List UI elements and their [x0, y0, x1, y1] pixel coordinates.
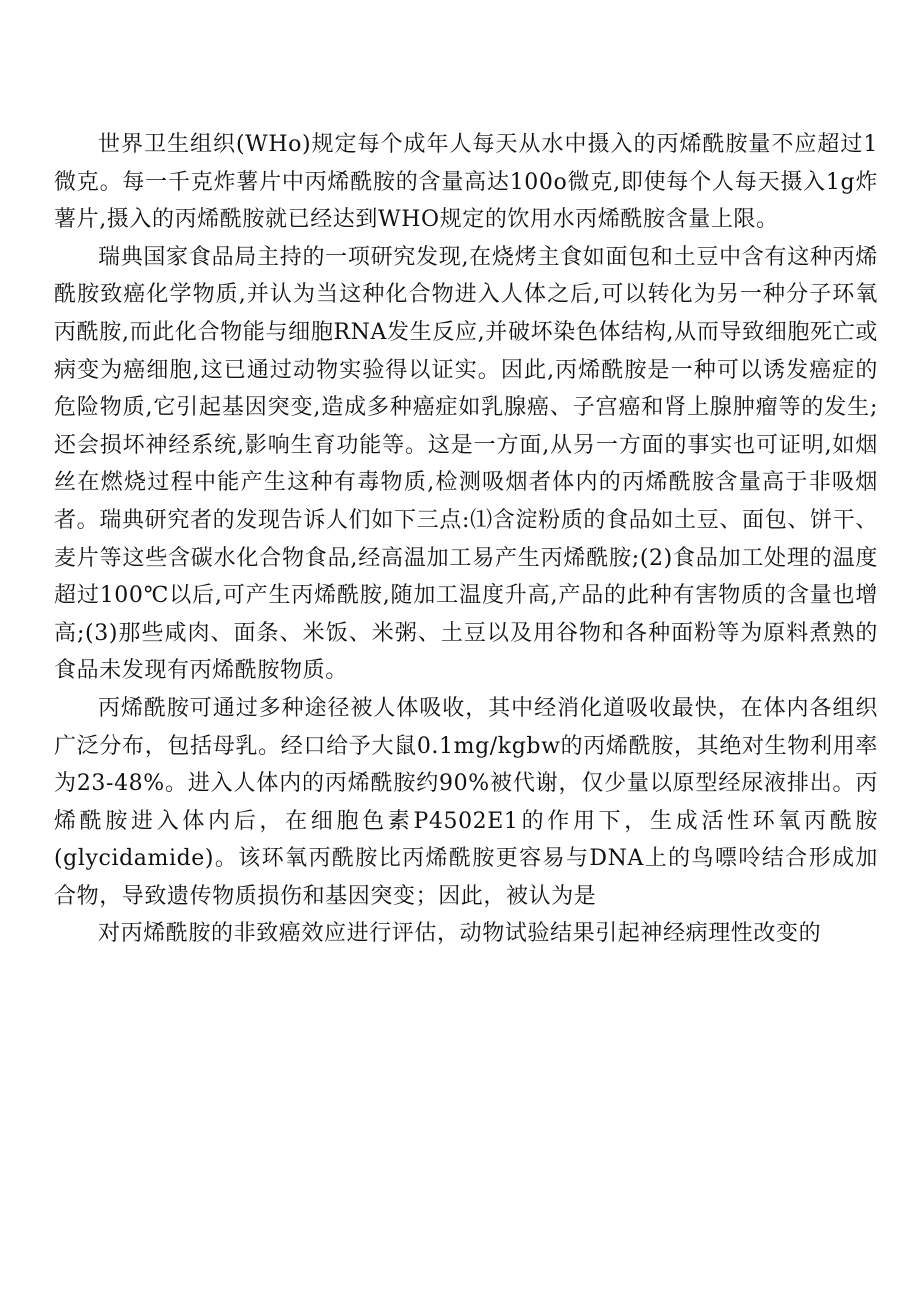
paragraph-swedish-study: 瑞典国家食品局主持的一项研究发现,在烧烤主食如面包和土豆中含有这种丙烯酰胺致癌化学物质,并认为当这种化合物进入人体之后,可以转化为另一种分子环氧丙酰胺,而此化合物能与细胞RNA发生反应,并破坏染色体结构,从而导致细胞死亡或病变为癌细胞,这已通过动物实验得以证实。因此,丙烯酰胺是一种可以诱发癌症的危险物质,它引起基因突变,造成多种癌症如乳腺癌、子宫癌和肾上腺肿瘤等的发生;还会损坏神经系统,影响生育功能等。这是一方面,从另一方面的事实也可证明,如烟丝在燃烧过程中能产生这种有毒物质,检测吸烟者体内的丙烯酰胺含量高于非吸烟者。瑞典研究者的发现告诉人们如下三点:⑴含淀粉质的食品如土豆、面包、饼干、麦片等这些含碳水化合物食品,经高温加工易产生丙烯酰胺;(2)食品加工处理的温度超过100℃以后,可产生丙烯酰胺,随加工温度升高,产品的此种有害物质的含量也增高;(3)那些咸肉、面条、米饭、米粥、土豆以及用谷物和各种面粉等为原料煮熟的食品未发现有丙烯酰胺物质。: [54, 244, 878, 684]
document-body: [54, 126, 878, 953]
paragraph-noncarcinogenic-effects: 对丙烯酰胺的非致癌效应进行评估，动物试验结果引起神经病理性改变的: [98, 921, 822, 947]
paragraph-absorption: 丙烯酰胺可通过多种途径被人体吸收，其中经消化道吸收最快，在体内各组织广泛分布，包括母乳。经口给予大鼠0.1mg/kgbw的丙烯酰胺，其绝对生物利用率为23-48%。进入人体内的丙烯酰胺约90%被代谢，仅少量以原型经尿液排出。丙烯酰胺进入体内后，在细胞色素P4502E1的作用下，生成活性环氧丙酰胺(glycidamide)。该环氧丙酰胺比丙烯酰胺更容易与DNA上的鸟嘌呤结合形成加合物，导致遗传物质损伤和基因突变；因此，被认为是: [54, 695, 878, 909]
paragraph-who-limit: 世界卫生组织(WHo)规定每个成年人每天从水中摄入的丙烯酰胺量不应超过1微克。每一千克炸薯片中丙烯酰胺的含量高达100o微克,即使每个人每天摄入1g炸薯片,摄入的丙烯酰胺就已经达到WHO规定的饮用水丙烯酰胺含量上限。: [54, 132, 878, 233]
